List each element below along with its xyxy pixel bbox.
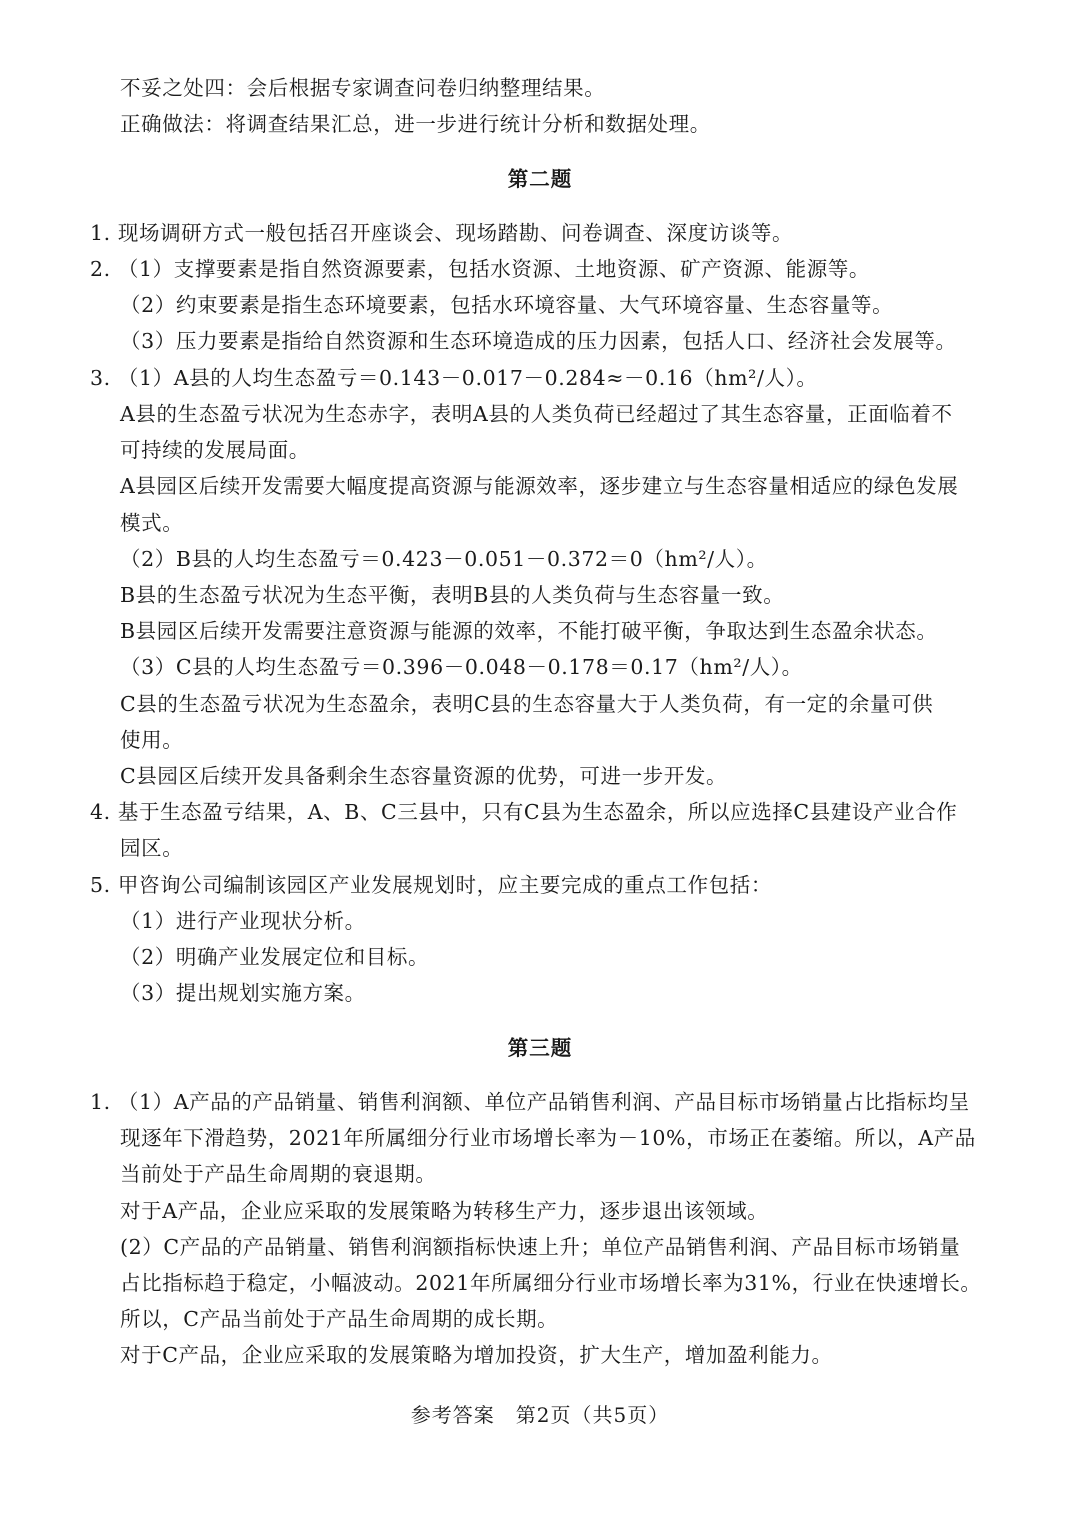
text-line: 占比指标趋于稳定，小幅波动。2021年所属细分行业市场增长率为31%，行业在快速增长。 (120, 1271, 982, 1295)
text-line: 当前处于产品生命周期的衰退期。 (120, 1162, 437, 1186)
text-line: 对于A产品，企业应采取的发展策略为转移生产力，逐步退出该领域。 (120, 1199, 769, 1223)
text-line: 现逐年下滑趋势，2021年所属细分行业市场增长率为－10%，市场正在萎缩。所以，A产品 (120, 1126, 976, 1150)
text-line: （2）明确产业发展定位和目标。 (120, 945, 430, 969)
text-line: 对于C产品，企业应采取的发展策略为增加投资，扩大生产，增加盈利能力。 (120, 1343, 833, 1367)
text-line: (2）C产品的产品销量、销售利润额指标快速上升；单位产品销售利润、产品目标市场销量 (120, 1235, 961, 1259)
text-line: （1）进行产业现状分析。 (120, 909, 366, 933)
text-line: 正确做法：将调查结果汇总，进一步进行统计分析和数据处理。 (120, 112, 711, 136)
text-line: 5. 甲咨询公司编制该园区产业发展规划时，应主要完成的重点工作包括： (90, 873, 772, 897)
text-line: 3. （1）A县的人均生态盈亏＝0.143－0.017－0.284≈－0.16（hm²/人）。 (90, 366, 818, 390)
text-line: 所以，C产品当前处于产品生命周期的成长期。 (120, 1307, 559, 1331)
text-line: 1. （1）A产品的产品销量、销售利润额、单位产品销售利润、产品目标市场销量占比指标均呈 (90, 1090, 970, 1114)
text-line: 园区。 (120, 836, 184, 860)
text-line: B县园区后续开发需要注意资源与能源的效率，不能打破平衡，争取达到生态盈余状态。 (120, 619, 938, 643)
text-line: C县的生态盈亏状况为生态盈余，表明C县的生态容量大于人类负荷，有一定的余量可供 (120, 692, 934, 716)
text-line: （3）提出规划实施方案。 (120, 981, 366, 1005)
text-line: （2）约束要素是指生态环境要素，包括水环境容量、大气环境容量、生态容量等。 (120, 293, 894, 317)
text-line: A县的生态盈亏状况为生态赤字，表明A县的人类负荷已经超过了其生态容量，正面临着不 (120, 402, 953, 426)
text-line: 使用。 (120, 728, 184, 752)
text-line: C县园区后续开发具备剩余生态容量资源的优势，可进一步开发。 (120, 764, 728, 788)
text-line: B县的生态盈亏状况为生态平衡，表明B县的人类负荷与生态容量一致。 (120, 583, 785, 607)
text-line: （3）压力要素是指给自然资源和生态环境造成的压力因素，包括人口、经济社会发展等。 (120, 329, 957, 353)
text-line: 不妥之处四：会后根据专家调查问卷归纳整理结果。 (120, 76, 606, 100)
text-line: （3）C县的人均生态盈亏＝0.396－0.048－0.178＝0.17（hm²/人）。 (120, 655, 803, 679)
page-footer: 参考答案 第2页（共5页） (410, 1403, 670, 1427)
text-line: 1. 现场调研方式一般包括召开座谈会、现场踏勘、问卷调查、深度访谈等。 (90, 221, 794, 245)
text-line: A县园区后续开发需要大幅度提高资源与能源效率，逐步建立与生态容量相适应的绿色发展 (120, 474, 959, 498)
text-line: 2. （1）支撑要素是指自然资源要素，包括水资源、土地资源、矿产资源、能源等。 (90, 257, 871, 281)
section-title: 第三题 (507, 1036, 573, 1060)
text-line: （2）B县的人均生态盈亏＝0.423－0.051－0.372＝0（hm²/人）。 (120, 547, 768, 571)
text-line: 4. 基于生态盈亏结果，A、B、C三县中，只有C县为生态盈余，所以应选择C县建设产业合作 (90, 800, 958, 824)
section-title: 第二题 (507, 167, 573, 191)
text-line: 可持续的发展局面。 (120, 438, 310, 462)
text-line: 模式。 (120, 511, 184, 535)
